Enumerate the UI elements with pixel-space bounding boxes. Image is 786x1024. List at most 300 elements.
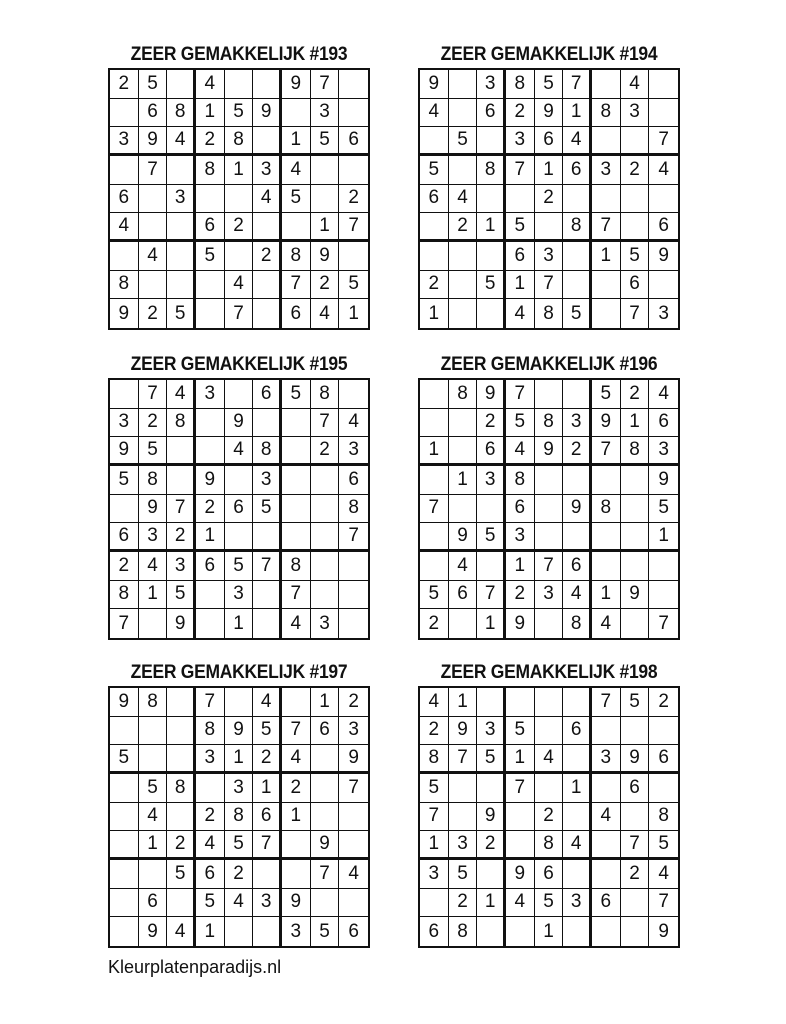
sudoku-cell: 5	[420, 156, 449, 185]
sudoku-cell: 5	[420, 581, 449, 610]
sudoku-cell: 5	[139, 774, 168, 803]
sudoku-cell	[110, 774, 139, 803]
sudoku-cell	[477, 917, 506, 946]
sudoku-cell: 3	[563, 889, 592, 918]
sudoku-cell: 9	[253, 99, 282, 128]
sudoku-cell: 6	[621, 774, 650, 803]
sudoku-cell: 6	[535, 860, 564, 889]
sudoku-cell: 2	[420, 717, 449, 746]
puzzle-title: ZEER GEMAKKELIJK #193	[130, 44, 348, 65]
sudoku-cell: 5	[225, 831, 254, 860]
sudoku-cell: 8	[196, 717, 225, 746]
sudoku-cell: 2	[139, 409, 168, 438]
sudoku-cell: 2	[449, 213, 478, 242]
sudoku-cell: 1	[592, 242, 621, 271]
sudoku-cell: 3	[253, 156, 282, 185]
sudoku-cell: 2	[311, 271, 340, 300]
sudoku-cell	[110, 156, 139, 185]
sudoku-cell	[282, 466, 311, 495]
sudoku-cell: 8	[449, 380, 478, 409]
sudoku-cell: 3	[167, 552, 196, 581]
sudoku-cell	[592, 917, 621, 946]
sudoku-cell: 3	[563, 409, 592, 438]
sudoku-cell	[535, 688, 564, 717]
sudoku-cell: 1	[506, 271, 535, 300]
sudoku-cell: 9	[110, 437, 139, 466]
sudoku-cell	[339, 380, 368, 409]
sudoku-cell: 4	[449, 185, 478, 214]
sudoku-cell	[139, 609, 168, 638]
sudoku-cell	[649, 185, 678, 214]
sudoku-cell	[139, 185, 168, 214]
sudoku-cell	[506, 688, 535, 717]
puzzle-196	[418, 352, 680, 640]
sudoku-cell: 7	[311, 860, 340, 889]
sudoku-cell: 1	[449, 688, 478, 717]
sudoku-cell: 4	[225, 889, 254, 918]
sudoku-cell	[339, 889, 368, 918]
sudoku-cell: 3	[592, 745, 621, 774]
sudoku-cell: 8	[139, 466, 168, 495]
sudoku-cell	[592, 523, 621, 552]
sudoku-cell: 4	[253, 185, 282, 214]
sudoku-cell: 1	[225, 156, 254, 185]
sudoku-cell	[621, 127, 650, 156]
sudoku-cell: 9	[658, 920, 669, 942]
sudoku-cell: 1	[282, 803, 311, 832]
sudoku-cell: 9	[649, 466, 678, 495]
sudoku-cell: 3	[339, 437, 368, 466]
sudoku-cell	[621, 466, 650, 495]
sudoku-cell	[225, 466, 254, 495]
sudoku-cell	[167, 889, 196, 918]
sudoku-cell: 5	[139, 70, 168, 99]
sudoku-cell: 3	[139, 523, 168, 552]
sudoku-cell: 4	[282, 609, 311, 638]
sudoku-cell: 6	[563, 552, 592, 581]
sudoku-cell: 3	[225, 581, 254, 610]
sudoku-cell	[449, 99, 478, 128]
sudoku-cell: 3	[506, 127, 535, 156]
sudoku-cell: 6	[110, 185, 139, 214]
sudoku-cell: 3	[535, 581, 564, 610]
sudoku-cell: 8	[477, 156, 506, 185]
sudoku-cell: 6	[420, 185, 449, 214]
sudoku-cell	[167, 213, 196, 242]
sudoku-cell	[563, 242, 592, 271]
sudoku-cell	[196, 774, 225, 803]
sudoku-cell: 3	[311, 609, 340, 638]
sudoku-cell: 9	[592, 409, 621, 438]
sudoku-grid	[418, 68, 680, 330]
sudoku-cell: 4	[196, 831, 225, 860]
sudoku-cell: 4	[649, 860, 678, 889]
sudoku-cell: 2	[196, 127, 225, 156]
sudoku-cell: 3	[649, 437, 678, 466]
sudoku-cell: 4	[139, 803, 168, 832]
sudoku-cell	[449, 437, 478, 466]
sudoku-cell: 1	[621, 409, 650, 438]
sudoku-cell: 1	[649, 523, 678, 552]
sudoku-cell: 7	[339, 213, 368, 242]
sudoku-cell: 5	[621, 688, 650, 717]
sudoku-cell	[649, 581, 678, 610]
sudoku-cell	[506, 185, 535, 214]
sudoku-cell	[477, 860, 506, 889]
sudoku-cell	[253, 299, 282, 328]
sudoku-cell: 3	[311, 99, 340, 128]
sudoku-cell: 5	[339, 271, 368, 300]
puzzle-title: ZEER GEMAKKELIJK #195	[130, 354, 348, 375]
sudoku-cell	[167, 70, 196, 99]
sudoku-cell: 3	[339, 717, 368, 746]
sudoku-cell: 2	[621, 380, 650, 409]
sudoku-cell: 9	[311, 242, 340, 271]
sudoku-cell	[449, 299, 478, 328]
sudoku-cell: 5	[649, 495, 678, 524]
sudoku-cell	[282, 99, 311, 128]
sudoku-cell	[535, 380, 564, 409]
sudoku-cell: 9	[649, 242, 678, 271]
sudoku-cell	[311, 889, 340, 918]
sudoku-cell	[225, 380, 254, 409]
sudoku-cell: 2	[477, 831, 506, 860]
sudoku-cell	[110, 380, 139, 409]
sudoku-cell: 5	[592, 380, 621, 409]
sudoku-cell: 4	[167, 127, 196, 156]
sudoku-cell	[477, 774, 506, 803]
sudoku-cell: 8	[506, 466, 535, 495]
sudoku-cell	[477, 127, 506, 156]
sudoku-cell	[535, 213, 564, 242]
sudoku-cell: 7	[339, 523, 368, 552]
sudoku-cell: 7	[282, 717, 311, 746]
sudoku-cell	[449, 156, 478, 185]
sudoku-cell: 4	[449, 552, 478, 581]
sudoku-cell: 7	[592, 213, 621, 242]
sudoku-cell: 4	[506, 299, 535, 328]
sudoku-cell: 3	[535, 242, 564, 271]
sudoku-cell	[167, 803, 196, 832]
sudoku-cell	[477, 552, 506, 581]
sudoku-cell	[449, 242, 478, 271]
sudoku-cell: 7	[282, 581, 311, 610]
sudoku-cell: 5	[535, 70, 564, 99]
sudoku-cell: 4	[225, 437, 254, 466]
sudoku-cell: 4	[167, 917, 196, 946]
sudoku-cell: 5	[253, 495, 282, 524]
sudoku-cell: 7	[563, 70, 592, 99]
sudoku-cell: 2	[196, 495, 225, 524]
sudoku-cell: 7	[658, 612, 669, 634]
sudoku-cell: 5	[282, 185, 311, 214]
sudoku-cell: 6	[506, 495, 535, 524]
sudoku-cell	[339, 242, 368, 271]
sudoku-cell: 7	[339, 774, 368, 803]
sudoku-cell	[110, 99, 139, 128]
sudoku-cell	[110, 495, 139, 524]
sudoku-cell	[282, 831, 311, 860]
sudoku-cell: 8	[110, 271, 139, 300]
sudoku-cell	[139, 745, 168, 774]
sudoku-cell: 2	[110, 552, 139, 581]
sudoku-cell	[225, 523, 254, 552]
sudoku-cell	[506, 917, 535, 946]
sudoku-cell	[449, 803, 478, 832]
sudoku-cell: 5	[477, 523, 506, 552]
sudoku-cell: 4	[311, 299, 340, 328]
sudoku-cell: 6	[348, 920, 359, 942]
sudoku-cell	[592, 552, 621, 581]
sudoku-cell: 1	[563, 99, 592, 128]
sudoku-cell	[592, 127, 621, 156]
sudoku-cell	[420, 127, 449, 156]
sudoku-cell: 2	[649, 688, 678, 717]
sudoku-grid	[418, 686, 680, 948]
sudoku-cell	[563, 860, 592, 889]
sudoku-cell: 6	[592, 889, 621, 918]
sudoku-cell	[649, 99, 678, 128]
sudoku-cell	[253, 917, 282, 946]
sudoku-cell: 1	[477, 609, 506, 638]
sudoku-cell: 1	[563, 774, 592, 803]
sudoku-cell	[339, 803, 368, 832]
sudoku-cell: 9	[139, 917, 168, 946]
sudoku-cell: 5	[535, 889, 564, 918]
sudoku-cell: 6	[196, 552, 225, 581]
sudoku-cell: 8	[253, 437, 282, 466]
sudoku-cell	[196, 185, 225, 214]
sudoku-cell: 5	[449, 127, 478, 156]
sudoku-cell: 7	[110, 609, 139, 638]
sudoku-cell	[110, 860, 139, 889]
sudoku-cell	[420, 523, 449, 552]
sudoku-cell: 7	[506, 156, 535, 185]
sudoku-cell	[196, 609, 225, 638]
sudoku-cell: 1	[196, 917, 225, 946]
sudoku-cell: 7	[282, 271, 311, 300]
sudoku-cell: 5	[167, 860, 196, 889]
sudoku-cell: 4	[282, 745, 311, 774]
sudoku-cell	[420, 889, 449, 918]
sudoku-cell: 2	[563, 437, 592, 466]
sudoku-cell	[477, 242, 506, 271]
sudoku-cell	[449, 774, 478, 803]
sudoku-cell: 8	[535, 409, 564, 438]
sudoku-cell: 7	[649, 127, 678, 156]
sudoku-cell: 6	[477, 99, 506, 128]
sudoku-grid	[108, 68, 370, 330]
sudoku-cell: 8	[167, 409, 196, 438]
sudoku-cell	[110, 831, 139, 860]
sudoku-cell: 9	[311, 831, 340, 860]
sudoku-cell	[253, 70, 282, 99]
sudoku-cell: 3	[110, 409, 139, 438]
sudoku-cell	[339, 609, 368, 638]
sudoku-cell	[477, 495, 506, 524]
sudoku-cell	[563, 185, 592, 214]
sudoku-cell: 1	[535, 156, 564, 185]
sudoku-cell: 4	[225, 271, 254, 300]
sudoku-cell: 4	[535, 745, 564, 774]
sudoku-cell	[449, 609, 478, 638]
sudoku-cell	[311, 774, 340, 803]
sudoku-cell	[563, 688, 592, 717]
sudoku-cell	[506, 831, 535, 860]
sudoku-cell	[449, 70, 478, 99]
sudoku-cell: 6	[225, 495, 254, 524]
sudoku-cell: 6	[563, 717, 592, 746]
sudoku-cell: 3	[420, 860, 449, 889]
sudoku-cell: 6	[477, 437, 506, 466]
sudoku-cell	[420, 213, 449, 242]
sudoku-cell	[592, 299, 621, 328]
sudoku-cell: 8	[563, 213, 592, 242]
sudoku-cell	[139, 213, 168, 242]
sudoku-cell: 7	[477, 581, 506, 610]
sudoku-cell	[196, 437, 225, 466]
sudoku-grid	[418, 378, 680, 640]
sudoku-cell	[225, 917, 254, 946]
sudoku-cell: 2	[420, 271, 449, 300]
sudoku-cell: 6	[196, 213, 225, 242]
sudoku-cell: 2	[420, 609, 449, 638]
sudoku-cell: 6	[563, 156, 592, 185]
sudoku-cell	[167, 156, 196, 185]
puzzle-195	[108, 352, 370, 640]
sudoku-cell: 1	[506, 552, 535, 581]
sudoku-cell: 8	[592, 99, 621, 128]
sudoku-cell: 2	[311, 437, 340, 466]
sudoku-cell	[621, 717, 650, 746]
sudoku-cell	[563, 466, 592, 495]
sudoku-cell	[477, 299, 506, 328]
sudoku-cell: 6	[139, 99, 168, 128]
sudoku-cell	[196, 581, 225, 610]
sudoku-cell: 3	[167, 185, 196, 214]
sudoku-cell: 4	[110, 213, 139, 242]
sudoku-cell	[420, 409, 449, 438]
sudoku-cell: 2	[339, 688, 368, 717]
sudoku-cell: 8	[167, 774, 196, 803]
sudoku-cell: 6	[535, 127, 564, 156]
sudoku-cell	[621, 803, 650, 832]
sudoku-cell: 7	[253, 831, 282, 860]
sudoku-cell: 6	[649, 409, 678, 438]
sudoku-cell: 6	[339, 127, 368, 156]
sudoku-cell	[311, 552, 340, 581]
sudoku-cell: 4	[563, 127, 592, 156]
sudoku-cell: 1	[592, 581, 621, 610]
sudoku-cell	[563, 271, 592, 300]
sudoku-cell: 4	[621, 70, 650, 99]
sudoku-cell	[621, 917, 650, 946]
sudoku-cell	[535, 774, 564, 803]
sudoku-cell	[167, 717, 196, 746]
sudoku-cell	[167, 688, 196, 717]
sudoku-cell: 2	[339, 185, 368, 214]
sudoku-cell: 4	[139, 552, 168, 581]
sudoku-cell: 7	[449, 745, 478, 774]
sudoku-cell	[311, 495, 340, 524]
sudoku-cell	[621, 185, 650, 214]
sudoku-cell	[621, 889, 650, 918]
sudoku-cell	[621, 495, 650, 524]
sudoku-cell: 3	[658, 302, 669, 324]
sudoku-cell	[563, 380, 592, 409]
sudoku-cell	[196, 299, 225, 328]
sudoku-cell	[225, 185, 254, 214]
sudoku-cell: 9	[506, 609, 535, 638]
sudoku-cell: 4	[420, 688, 449, 717]
sudoku-cell	[449, 495, 478, 524]
sudoku-cell: 5	[225, 99, 254, 128]
sudoku-cell: 5	[506, 717, 535, 746]
sudoku-cell	[311, 803, 340, 832]
sudoku-cell	[339, 99, 368, 128]
sudoku-cell: 7	[253, 552, 282, 581]
sudoku-cell: 8	[621, 437, 650, 466]
sudoku-cell: 2	[621, 860, 650, 889]
sudoku-cell: 6	[449, 581, 478, 610]
puzzle-title: ZEER GEMAKKELIJK #196	[440, 354, 658, 375]
sudoku-cell: 5	[110, 466, 139, 495]
sudoku-cell: 1	[253, 774, 282, 803]
puzzle-193	[108, 42, 370, 330]
sudoku-cell: 4	[139, 242, 168, 271]
sudoku-cell	[339, 552, 368, 581]
sudoku-cell	[339, 156, 368, 185]
sudoku-cell	[311, 466, 340, 495]
sudoku-cell: 9	[282, 70, 311, 99]
sudoku-cell: 7	[139, 380, 168, 409]
sudoku-cell: 2	[506, 99, 535, 128]
sudoku-cell: 1	[196, 523, 225, 552]
sudoku-cell: 5	[167, 299, 196, 328]
sudoku-cell: 4	[563, 831, 592, 860]
sudoku-cell	[253, 523, 282, 552]
sudoku-cell	[282, 437, 311, 466]
sudoku-cell: 9	[477, 803, 506, 832]
sudoku-cell: 5	[196, 242, 225, 271]
sudoku-cell	[592, 466, 621, 495]
sudoku-cell: 3	[621, 99, 650, 128]
sudoku-cell	[649, 271, 678, 300]
sudoku-cell	[449, 271, 478, 300]
sudoku-cell: 2	[282, 774, 311, 803]
sudoku-cell	[535, 466, 564, 495]
sudoku-cell: 9	[139, 127, 168, 156]
sudoku-cell: 3	[477, 466, 506, 495]
sudoku-cell: 3	[592, 156, 621, 185]
sudoku-cell: 3	[196, 380, 225, 409]
sudoku-cell	[282, 688, 311, 717]
sudoku-cell: 4	[253, 688, 282, 717]
sudoku-cell: 4	[649, 380, 678, 409]
sudoku-cell	[592, 831, 621, 860]
sudoku-cell: 8	[282, 552, 311, 581]
sudoku-cell: 9	[506, 860, 535, 889]
sudoku-cell: 1	[449, 466, 478, 495]
sudoku-cell: 5	[449, 860, 478, 889]
sudoku-cell	[477, 688, 506, 717]
sudoku-cell: 4	[420, 99, 449, 128]
sudoku-cell: 1	[282, 127, 311, 156]
sudoku-cell: 1	[311, 688, 340, 717]
sudoku-cell: 2	[225, 860, 254, 889]
sudoku-cell: 1	[477, 213, 506, 242]
sudoku-cell: 6	[253, 380, 282, 409]
